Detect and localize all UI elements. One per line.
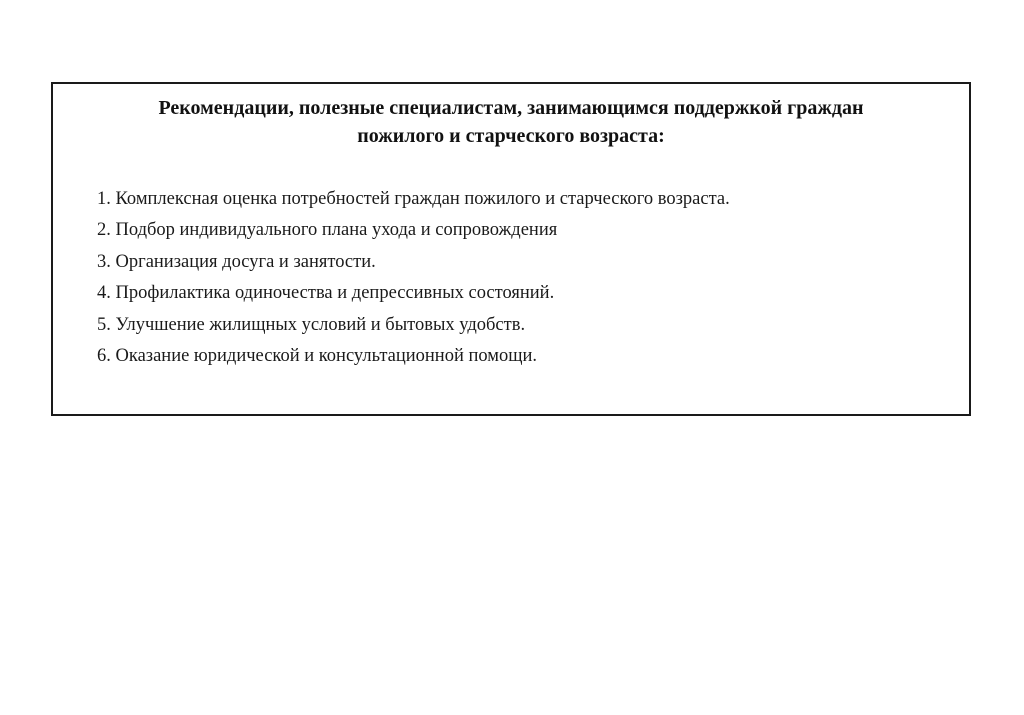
list-item: 2. Подбор индивидуального плана ухода и сопровождения bbox=[97, 220, 558, 241]
list-item: 6. Оказание юридической и консультационной помощи. bbox=[97, 346, 537, 367]
recommendations-box bbox=[51, 82, 971, 416]
list-item: 1. Комплексная оценка потребностей граждан пожилого и старческого возраста. bbox=[97, 189, 730, 209]
recommendations-list bbox=[97, 184, 730, 372]
list-item: 3. Организация досуга и занятости. bbox=[97, 251, 376, 272]
title-line-1: Рекомендации, полезные специалистам, занимающимся поддержкой граждан bbox=[158, 97, 864, 119]
list-item: 5. Улучшение жилищных условий и бытовых удобств. bbox=[97, 314, 526, 335]
recommendations-title bbox=[53, 94, 969, 150]
title-line-2: пожилого и старческого возраста: bbox=[357, 125, 665, 147]
list-item: 4. Профилактика одиночества и депрессивных состояний. bbox=[97, 283, 555, 304]
